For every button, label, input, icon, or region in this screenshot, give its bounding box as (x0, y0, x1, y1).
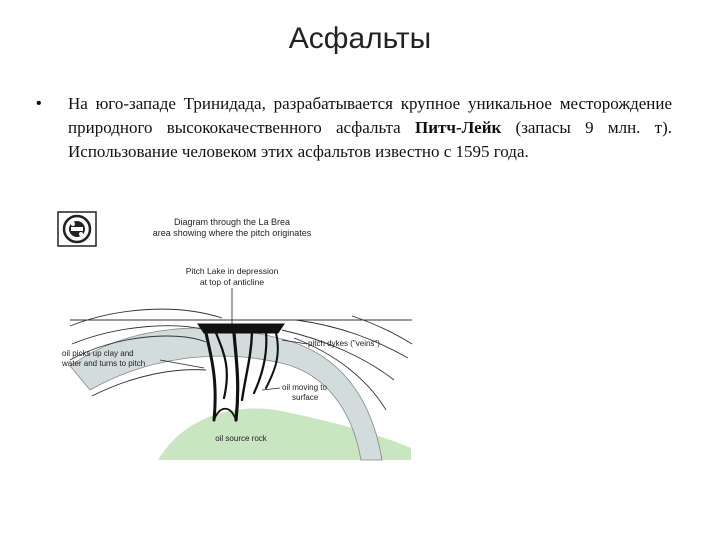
oil-clay-leader (160, 360, 204, 368)
bullet-text-start: На юго-западе Тринидада, разрабатывается крупное уникальное месторождение природного высококачественного асфальта (68, 94, 672, 137)
bullet-text (68, 92, 672, 164)
figure-title-line-2: area showing where the pitch originates (152, 228, 312, 238)
pitch-lake (198, 324, 284, 333)
pitch-dykes-label: pitch dykes ("veins") (308, 339, 380, 348)
bullet-text-end: (запасы 9 млн. т). Использование человеком этих асфальтов известно с 1595 года. (68, 118, 672, 161)
oil-clay-label-2: water and turns to pitch (62, 359, 146, 368)
slide-title: Асфальты (288, 22, 432, 55)
figure-title-line-1: Diagram through the La Brea (173, 217, 291, 227)
pitch-lake-label-2: at top of anticline (199, 277, 265, 287)
bullet-text-bold: Питч-Лейк (414, 118, 502, 137)
la-brea-diagram (56, 208, 416, 468)
oil-clay-label-1: oil picks up clay and (62, 349, 134, 358)
oil-moving-label-2: surface (292, 393, 319, 402)
seal-logo (58, 212, 96, 246)
bullet-marker: • (36, 95, 42, 112)
oil-moving-leader (262, 388, 280, 390)
pitch-lake-label-1: Pitch Lake in depression (185, 266, 279, 276)
source-rock-label: oil source rock (215, 434, 267, 443)
oil-moving-label-1: oil moving to (282, 383, 327, 392)
